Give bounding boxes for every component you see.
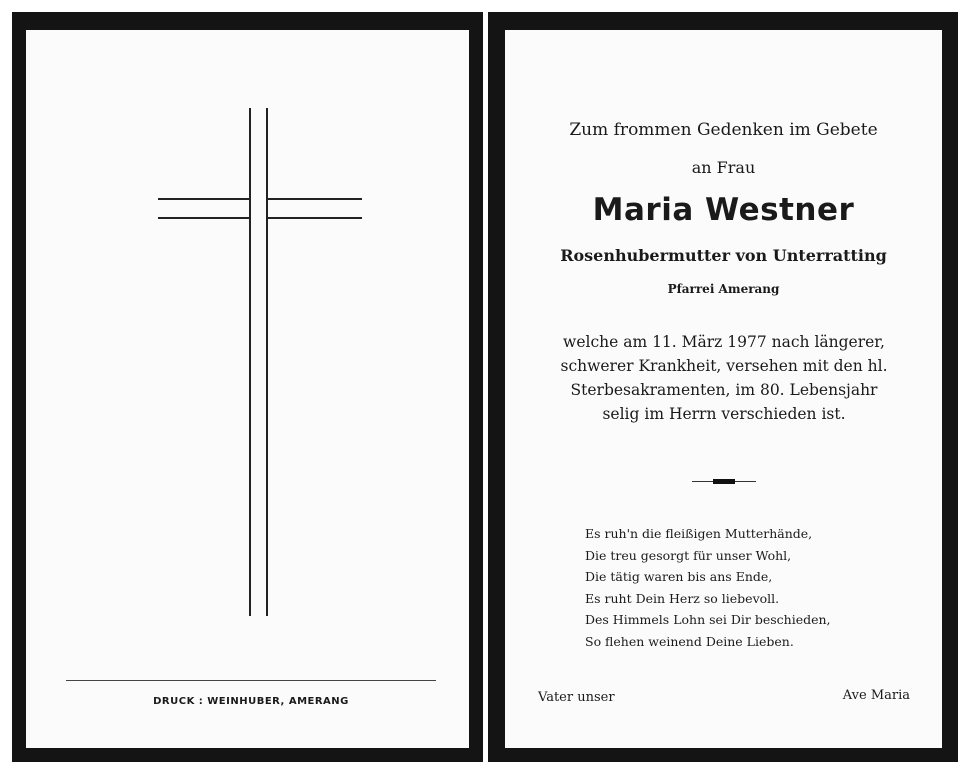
- deceased-name: Maria Westner: [592, 192, 855, 228]
- cross-vertical-beam: [249, 108, 268, 616]
- poem-line: So flehen weinend Deine Lieben.: [585, 633, 794, 649]
- ornament-bar: [713, 479, 735, 484]
- left-panel-inner: [26, 30, 469, 748]
- obituary-text: [538, 330, 910, 426]
- deceased-subtitle: Rosenhubermutter von Unterratting: [560, 246, 887, 265]
- obituary-line: selig im Herrn verschieden ist.: [602, 405, 846, 423]
- prayer-vater-unser: Vater unser: [538, 690, 615, 705]
- printer-credit: DRUCK : WEINHUBER, AMERANG: [153, 696, 349, 707]
- prayer-ave-maria: Ave Maria: [842, 688, 910, 703]
- right-panel-inner: [505, 30, 942, 748]
- memorial-poem: [585, 523, 905, 652]
- poem-line: Des Himmels Lohn sei Dir beschieden,: [585, 612, 831, 627]
- poem-line: Die tätig waren bis ans Ende,: [585, 569, 773, 584]
- cross-intersection: [251, 198, 266, 219]
- parish-name: Pfarrei Amerang: [667, 282, 780, 296]
- printer-divider-line: [66, 680, 436, 681]
- obituary-line: Sterbesakramenten, im 80. Lebensjahr: [570, 381, 878, 399]
- salutation: an Frau: [691, 158, 756, 177]
- memorial-heading: Zum frommen Gedenken im Gebete: [569, 120, 878, 140]
- poem-line: Die treu gesorgt für unser Wohl,: [585, 547, 792, 563]
- memorial-card-right-panel: [488, 12, 958, 762]
- memorial-card-left-panel: [12, 12, 483, 762]
- poem-line: Es ruh'n die fleißigen Mutterhände,: [585, 526, 813, 541]
- obituary-line: schwerer Krankheit, versehen mit den hl.: [560, 357, 888, 375]
- poem-line: Es ruht Dein Herz so liebevoll.: [585, 590, 780, 606]
- obituary-line: welche am 11. März 1977 nach längerer,: [563, 333, 885, 351]
